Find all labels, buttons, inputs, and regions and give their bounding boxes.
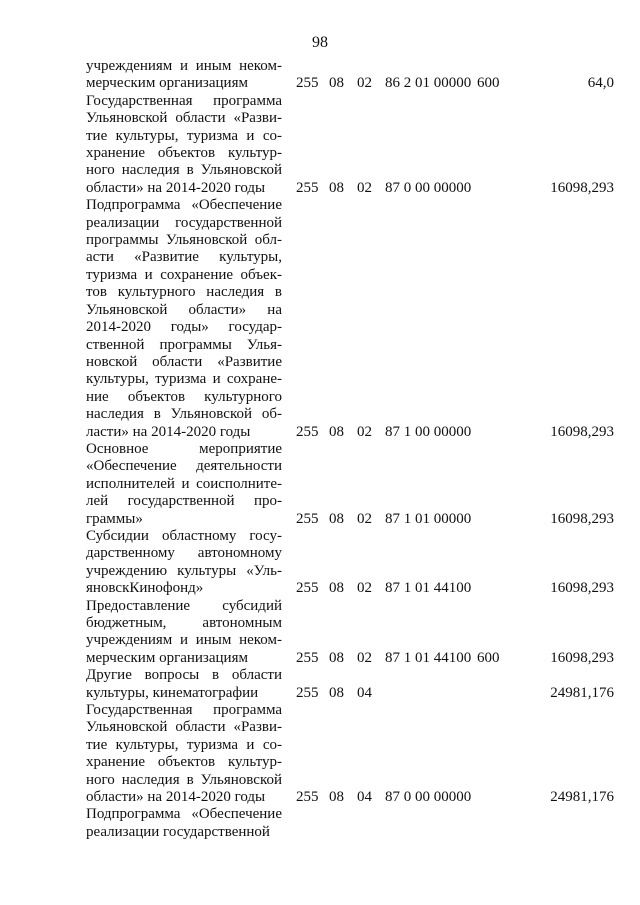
ved-code: 255 xyxy=(296,580,319,597)
page-number: 98 xyxy=(312,34,328,51)
target-article-code: 87 1 00 00000 xyxy=(385,423,472,440)
subsection-code: 02 xyxy=(357,649,372,666)
description-line: Другие вопросы в области xyxy=(86,667,282,684)
amount: 16098,293 xyxy=(550,580,614,597)
description-line: ственной программы Улья- xyxy=(86,336,282,353)
description-line: ние объектов культурного xyxy=(86,388,282,405)
expense-type-code: 600 xyxy=(477,649,500,666)
row-codes xyxy=(0,685,640,702)
section-code: 08 xyxy=(329,179,344,196)
description-line: учреждению культуры «Уль- xyxy=(86,562,282,579)
description-line: тие культуры, туризма и со- xyxy=(86,127,282,144)
section-code: 08 xyxy=(329,75,344,92)
description-line: области» на 2014-2020 годы xyxy=(86,789,266,806)
subsection-code: 04 xyxy=(357,684,372,701)
ved-code: 255 xyxy=(296,649,319,666)
target-article-code: 87 1 01 44100 xyxy=(385,580,472,597)
description-line: Ульяновской области» на xyxy=(86,301,282,318)
description-line: Субсидии областному госу- xyxy=(86,527,282,544)
description-line: Подпрограмма «Обеспечение xyxy=(86,197,282,214)
description-line: Государственная программа xyxy=(86,92,282,109)
subsection-code: 04 xyxy=(357,789,372,806)
ved-code: 255 xyxy=(296,510,319,527)
row-codes xyxy=(0,824,640,841)
amount: 16098,293 xyxy=(550,510,614,527)
row-codes xyxy=(0,580,640,597)
amount: 16098,293 xyxy=(550,179,614,196)
description-line: граммы» xyxy=(86,510,143,527)
ved-code: 255 xyxy=(296,423,319,440)
amount: 16098,293 xyxy=(550,649,614,666)
description-line: исполнителей и соисполните- xyxy=(86,475,282,492)
amount: 64,0 xyxy=(587,75,614,92)
table-row xyxy=(0,58,640,93)
description-line: туризма и сохранение объек- xyxy=(86,266,282,283)
section-code: 08 xyxy=(329,649,344,666)
subsection-code: 02 xyxy=(357,423,372,440)
target-article-code: 87 1 01 00000 xyxy=(385,510,472,527)
section-code: 08 xyxy=(329,423,344,440)
description-line: ного наследия в Ульяновской xyxy=(86,162,282,179)
row-codes xyxy=(0,75,640,92)
target-article-code: 87 1 01 44100 xyxy=(385,649,472,666)
table-row xyxy=(0,667,640,702)
description-line: Предоставление субсидий xyxy=(86,597,282,614)
description-line: мерческим организациям xyxy=(86,75,248,92)
row-codes xyxy=(0,650,640,667)
description-line: хранение объектов культур- xyxy=(86,145,282,162)
description-line: новской области «Развитие xyxy=(86,353,282,370)
subsection-code: 02 xyxy=(357,510,372,527)
subsection-code: 02 xyxy=(357,179,372,196)
description-line: тов культурного наследия в xyxy=(86,284,282,301)
row-description xyxy=(86,197,282,441)
subsection-code: 02 xyxy=(357,75,372,92)
amount: 16098,293 xyxy=(550,423,614,440)
table-row xyxy=(0,702,640,806)
expense-type-code: 600 xyxy=(477,75,500,92)
description-line: программы Ульяновской обл- xyxy=(86,232,282,249)
description-line: реализации государственной xyxy=(86,823,270,840)
table-row xyxy=(0,197,640,441)
section-code: 08 xyxy=(329,510,344,527)
row-codes xyxy=(0,424,640,441)
description-line: Подпрограмма «Обеспечение xyxy=(86,806,282,823)
target-article-code: 87 0 00 00000 xyxy=(385,179,472,196)
description-line: асти «Развитие культуры, xyxy=(86,249,282,266)
description-line: мерческим организациям xyxy=(86,649,248,666)
description-line: области» на 2014-2020 годы xyxy=(86,179,266,196)
description-line: Государственная программа xyxy=(86,702,282,719)
description-line: Ульяновской области «Разви- xyxy=(86,719,282,736)
description-line: учреждениям и иным неком- xyxy=(86,632,282,649)
table-row xyxy=(0,806,640,841)
ved-code: 255 xyxy=(296,789,319,806)
description-line: учреждениям и иным неком- xyxy=(86,58,282,74)
amount: 24981,176 xyxy=(550,789,614,806)
description-line: ного наследия в Ульяновской xyxy=(86,771,282,788)
description-line: ласти» на 2014-2020 годы xyxy=(86,423,251,440)
ved-code: 255 xyxy=(296,75,319,92)
description-line: Ульяновской области «Разви- xyxy=(86,110,282,127)
description-line: наследия в Ульяновской об- xyxy=(86,406,282,423)
amount: 24981,176 xyxy=(550,684,614,701)
row-codes xyxy=(0,180,640,197)
budget-table xyxy=(0,58,640,841)
description-line: реализации государственной xyxy=(86,214,282,231)
section-code: 08 xyxy=(329,580,344,597)
target-article-code: 87 0 00 00000 xyxy=(385,789,472,806)
description-line: культуры, кинематографии xyxy=(86,684,259,701)
ved-code: 255 xyxy=(296,684,319,701)
table-row xyxy=(0,598,640,668)
description-line: лей государственной про- xyxy=(86,493,282,510)
description-line: «Обеспечение деятельности xyxy=(86,458,282,475)
description-line: 2014-2020 годы» государ- xyxy=(86,319,282,336)
section-code: 08 xyxy=(329,789,344,806)
target-article-code: 86 2 01 00000 xyxy=(385,75,472,92)
table-row xyxy=(0,528,640,598)
section-code: 08 xyxy=(329,684,344,701)
description-line: яновскКинофонд» xyxy=(86,580,204,597)
row-codes xyxy=(0,789,640,806)
description-line: бюджетным, автономным xyxy=(86,615,282,631)
ved-code: 255 xyxy=(296,179,319,196)
description-line: культуры, туризма и сохране- xyxy=(86,371,282,388)
description-line: Основное мероприятие xyxy=(86,440,282,457)
description-line: тие культуры, туризма и со- xyxy=(86,736,282,753)
subsection-code: 02 xyxy=(357,580,372,597)
description-line: хранение объектов культур- xyxy=(86,754,282,771)
table-row xyxy=(0,93,640,197)
description-line: дарственному автономному xyxy=(86,545,282,562)
table-row xyxy=(0,441,640,528)
row-codes xyxy=(0,511,640,528)
